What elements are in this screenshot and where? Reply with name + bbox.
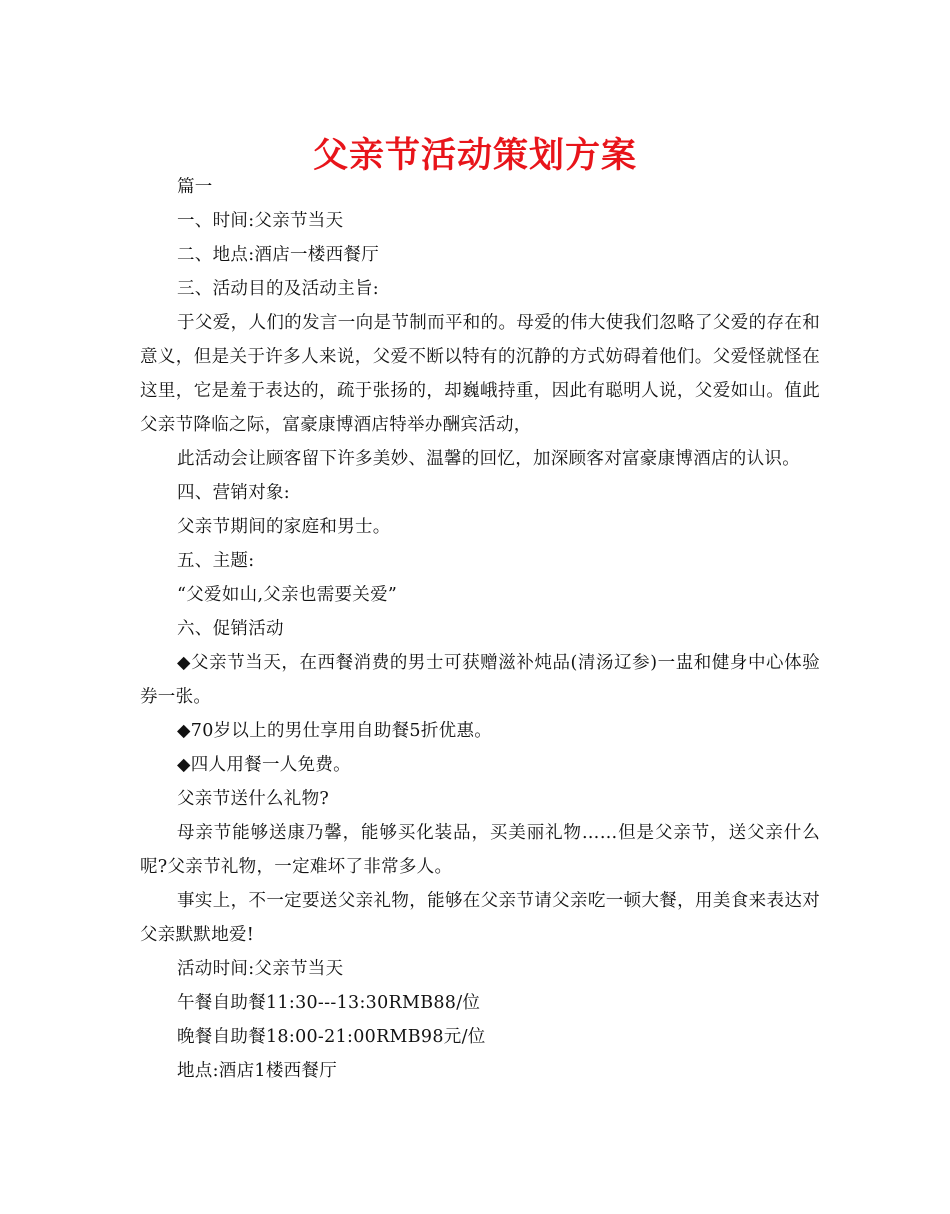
- gift-paragraph: 母亲节能够送康乃馨，能够买化装品，买美丽礼物……但是父亲节，送父亲什么呢?父亲节礼物，一定难坏了非常多人。: [140, 823, 820, 877]
- gift-question: 父亲节送什么礼物?: [177, 789, 330, 809]
- promotion-item: ◆父亲节当天，在西餐消费的男士可获赠滋补炖品(清汤辽参)一盅和健身中心体验券一张。: [140, 653, 820, 707]
- gift-paragraph-2: 事实上，不一定要送父亲礼物，能够在父亲节请父亲吃一顿大餐，用美食来表达对父亲默默地爱!: [140, 891, 820, 945]
- dinner-buffet: 晚餐自助餐18:00-21:00RMB98元/位: [177, 1027, 486, 1047]
- promotion-item: ◆四人用餐一人免费。: [177, 755, 351, 775]
- document-body: [140, 170, 820, 1088]
- section-heading-part-one: 篇一: [177, 177, 213, 197]
- document-title: 父亲节活动策划方案: [312, 136, 637, 176]
- time-line: 一、时间:父亲节当天: [177, 211, 344, 231]
- activity-time: 活动时间:父亲节当天: [177, 959, 344, 979]
- promotion-heading: 六、促销活动: [177, 619, 284, 639]
- purpose-paragraph-2: 此活动会让顾客留下许多美妙、温馨的回忆，加深顾客对富豪康博酒店的认识。: [177, 449, 800, 469]
- target-heading: 四、营销对象:: [177, 483, 290, 503]
- theme-heading: 五、主题:: [177, 551, 255, 571]
- theme-text: “父爱如山,父亲也需要关爱”: [177, 585, 398, 605]
- purpose-paragraph: 于父爱，人们的发言一向是节制而平和的。母爱的伟大使我们忽略了父爱的存在和意义，但是关于许多人来说，父爱不断以特有的沉静的方式妨碍着他们。父爱怪就怪在这里，它是羞于表达的，疏于张扬的，却巍峨持重，因此有聪明人说，父爱如山。值此父亲节降临之际，富豪康博酒店特举办酬宾活动，: [140, 313, 820, 435]
- promotion-item: ◆70岁以上的男仕享用自助餐5折优惠。: [177, 721, 493, 741]
- purpose-heading: 三、活动目的及活动主旨:: [177, 279, 379, 299]
- lunch-buffet: 午餐自助餐11:30---13:30RMB88/位: [177, 993, 481, 1013]
- target-text: 父亲节期间的家庭和男士。: [177, 517, 391, 537]
- venue-line: 地点:酒店1楼西餐厅: [177, 1061, 338, 1081]
- location-line: 二、地点:酒店一楼西餐厅: [177, 245, 379, 265]
